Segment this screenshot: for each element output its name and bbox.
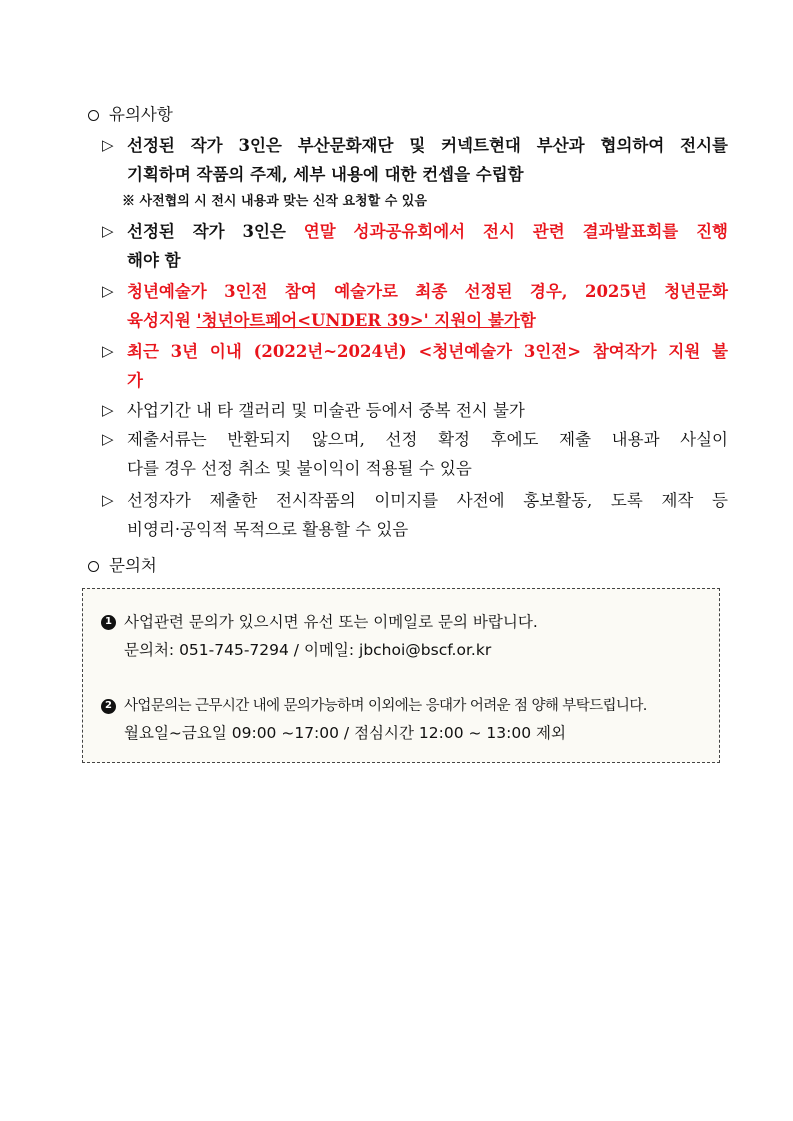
notice-text: 함 bbox=[519, 311, 536, 330]
notice-line: 다를 경우 선정 취소 및 불이익이 적용될 수 있음 bbox=[127, 459, 472, 478]
notice-item bbox=[102, 486, 728, 544]
contact-info-box bbox=[82, 588, 720, 763]
notice-line bbox=[102, 217, 728, 246]
business-hours: 월요일~금요일 09:00 ~17:00 / 점심시간 12:00 ~ 13:00 제외 bbox=[124, 724, 566, 742]
notice-item bbox=[102, 425, 728, 483]
circle-bullet-icon bbox=[88, 561, 99, 572]
triangle-bullet-icon: ▷ bbox=[102, 342, 114, 360]
contact-entry-line bbox=[101, 609, 538, 635]
number-one-icon: 1 bbox=[101, 615, 116, 630]
triangle-bullet-icon: ▷ bbox=[102, 222, 114, 240]
contact-details: 문의처: 051-745-7294 / 이메일: jbchoi@bscf.or.kr bbox=[124, 641, 492, 659]
number-two-icon: 2 bbox=[101, 699, 116, 714]
notes-section-title: 유의사항 bbox=[109, 105, 173, 124]
notice-item bbox=[102, 217, 728, 275]
notice-line: 기획하며 작품의 주제, 세부 내용에 대한 컨셉을 수립함 bbox=[127, 165, 524, 184]
notes-section-header bbox=[88, 104, 173, 126]
notice-line: 제출서류는 반환되지 않으며, 선정 확정 후에도 제출 내용과 사실이 bbox=[127, 430, 728, 449]
contact-section-title: 문의처 bbox=[109, 556, 157, 575]
notice-line: 가 bbox=[127, 371, 143, 390]
notice-line: 청년예술가 3인전 참여 예술가로 최종 선정된 경우, 2025년 청년문화 bbox=[127, 282, 728, 301]
notice-text-emphasis: 연말 성과공유회에서 전시 관련 결과발표회를 진행 bbox=[303, 222, 728, 241]
contact-entry-text: 사업관련 문의가 있으시면 유선 또는 이메일로 문의 바랍니다. bbox=[124, 613, 538, 631]
triangle-bullet-icon: ▷ bbox=[102, 430, 114, 448]
triangle-bullet-icon: ▷ bbox=[102, 401, 114, 419]
notice-line: 비영리·공익적 목적으로 활용할 수 있음 bbox=[127, 520, 409, 539]
notice-line: 해야 함 bbox=[127, 251, 181, 270]
triangle-bullet-icon: ▷ bbox=[102, 282, 114, 300]
notice-item bbox=[102, 131, 728, 189]
notice-line: 사업기간 내 타 갤러리 및 미술관 등에서 중복 전시 불가 bbox=[127, 401, 525, 420]
notice-item bbox=[102, 277, 728, 335]
triangle-bullet-icon: ▷ bbox=[102, 491, 114, 509]
notice-text-underlined: '청년아트페어<UNDER 39>' 지원이 불가 bbox=[196, 311, 520, 330]
notice-line bbox=[102, 306, 728, 335]
notice-line: 선정자가 제출한 전시작품의 이미지를 사전에 홍보활동, 도록 제작 등 bbox=[127, 491, 728, 510]
contact-section-header bbox=[88, 555, 157, 577]
contact-entry-line bbox=[101, 693, 647, 719]
notice-text: 선정된 작가 3인은 bbox=[127, 222, 304, 241]
notice-item bbox=[102, 337, 728, 395]
notice-line: 선정된 작가 3인은 부산문화재단 및 커넥트현대 부산과 협의하여 전시를 bbox=[127, 136, 728, 155]
contact-entry-text: 사업문의는 근무시간 내에 문의가능하며 이외에는 응대가 어려운 점 양해 부탁드립니다. bbox=[124, 698, 647, 714]
circle-bullet-icon bbox=[88, 110, 99, 121]
notice-line: 최근 3년 이내 (2022년~2024년) <청년예술가 3인전> 참여작가 지원 불 bbox=[127, 342, 728, 361]
sub-note: ※ 사전협의 시 전시 내용과 맞는 신작 요청할 수 있음 bbox=[122, 194, 427, 209]
notice-item bbox=[102, 396, 728, 425]
notice-text: 육성지원 bbox=[127, 311, 197, 330]
triangle-bullet-icon: ▷ bbox=[102, 136, 114, 154]
